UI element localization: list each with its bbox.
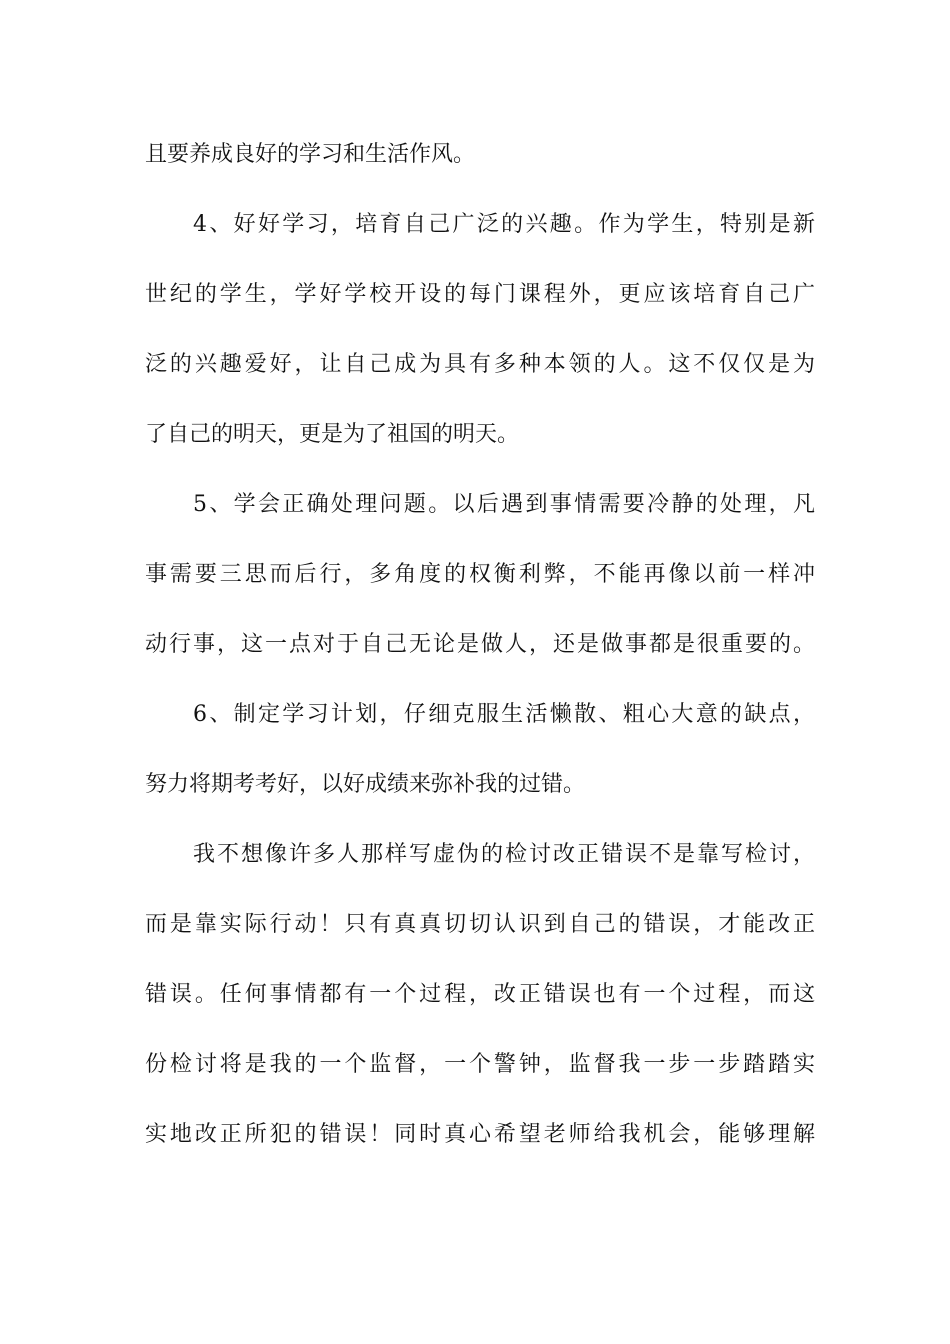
text-line: 实地改正所犯的错误！同时真心希望老师给我机会，能够理解: [145, 1122, 815, 1147]
text-line: 动行事，这一点对于自己无论是做人，还是做事都是很重要的。: [145, 632, 815, 657]
text-line: 且要养成良好的学习和生活作风。: [145, 142, 476, 167]
text-line: 我不想像许多人那样写虚伪的检讨改正错误不是靠写检讨，: [193, 842, 815, 867]
text-line: 6、制定学习计划，仔细克服生活懒散、粗心大意的缺点，: [193, 702, 815, 727]
text-line: 份检讨将是我的一个监督，一个警钟，监督我一步一步踏踏实: [145, 1052, 815, 1077]
text-line: 错误。任何事情都有一个过程，改正错误也有一个过程，而这: [145, 982, 815, 1007]
text-line: 了自己的明天，更是为了祖国的明天。: [145, 422, 520, 447]
text-line: 世纪的学生，学好学校开设的每门课程外，更应该培育自己广: [145, 282, 815, 307]
text-line: 4、好好学习，培育自己广泛的兴趣。作为学生，特别是新: [193, 212, 815, 237]
text-line: 而是靠实际行动！只有真真切切认识到自己的错误，才能改正: [145, 912, 815, 937]
text-line: 泛的兴趣爱好，让自己成为具有多种本领的人。这不仅仅是为: [145, 352, 815, 377]
text-line: 事需要三思而后行，多角度的权衡利弊，不能再像以前一样冲: [145, 562, 815, 587]
text-line: 努力将期考考好，以好成绩来弥补我的过错。: [145, 772, 586, 797]
text-line: 5、学会正确处理问题。以后遇到事情需要冷静的处理，凡: [193, 492, 815, 517]
